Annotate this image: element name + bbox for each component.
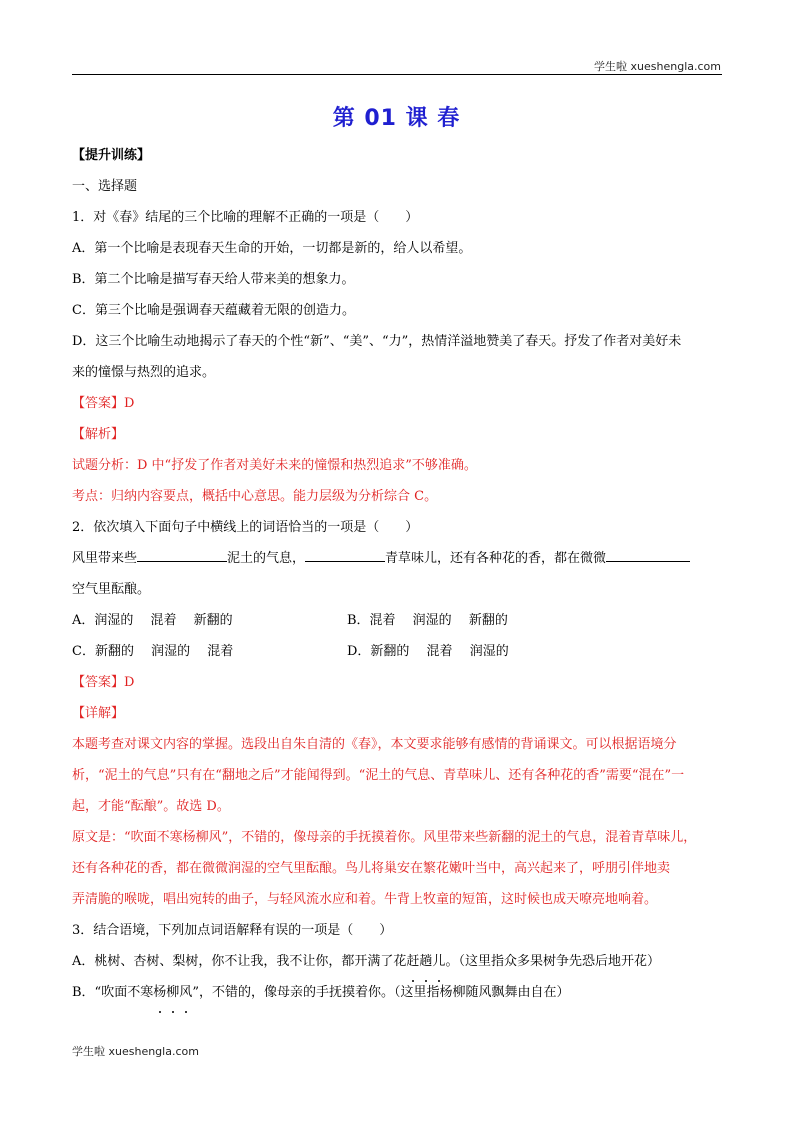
q2-options-row-1 (72, 605, 726, 636)
q1-option-d-line2: 来的憧憬与热烈的追求。 (72, 365, 216, 380)
q2-sentence-part-2: 泥土的气息， (227, 551, 306, 566)
q2-sentence-part-3: 青草味儿，还有各种花的香，都在微微 (385, 551, 607, 566)
q2-sentence-end: 空气里酝酿。 (72, 582, 151, 597)
document-body (72, 140, 726, 1008)
q2-option-d: D．新翻的 混着 润湿的 (347, 644, 509, 659)
q1-option-c: C．第三个比喻是强调春天蕴藏着无限的创造力。 (72, 303, 355, 318)
q2-original-3: 弄清脆的喉咙，唱出宛转的曲子，与轻风流水应和着。牛背上牧童的短笛，这时候也成天嘹亮地响着。 (72, 892, 658, 907)
q3-option-b-note: ”，不错的，像母亲的手抚摸着你。（这里指杨柳随风飘舞由自在） (192, 985, 570, 1000)
fill-blank-2 (305, 547, 385, 562)
q2-options-row-2 (72, 636, 726, 667)
fill-blank-3 (606, 547, 690, 562)
header-divider (72, 74, 722, 75)
dotted-char: 不 (127, 985, 141, 1000)
q3-option-a-text: A．桃树、杏树、梨树，你不让我，我不让你，都开满了花 (72, 954, 407, 969)
q2-answer: 【答案】D (72, 675, 135, 690)
q1-analysis-1: 试题分析：D 中“抒发了作者对美好未来的憧憬和热烈追求”不够准确。 (72, 458, 477, 473)
dotted-char: 趟 (419, 946, 432, 977)
q3-stem: 3．结合语境，下列加点词语解释有误的一项是（ ） (72, 923, 393, 938)
q2-detail-label: 【详解】 (72, 706, 125, 721)
page-title: 第 01 课 春 (332, 106, 461, 131)
dotted-char: 儿 (432, 946, 445, 977)
q2-detail-2: 析，“泥土的气息”只有在“翻地之后”才能闻得到。“泥土的气息、青草味儿、还有各种花的香”需要“混在”一 (72, 768, 685, 783)
q2-stem: 2．依次填入下面句子中横线上的词语恰当的一项是（ ） (72, 520, 419, 535)
q3-option-b-text: B．“ (72, 985, 102, 1000)
q1-option-b: B．第二个比喻是描写春天给人带来美的想象力。 (72, 272, 355, 287)
q2-original-2: 还有各种花的香，都在微微润湿的空气里酝酿。鸟儿将巢安在繁花嫩叶当中，高兴起来了，呼朋引伴地卖 (72, 861, 671, 876)
fill-blank-1 (137, 547, 227, 562)
dotted-char: 杨 (153, 977, 166, 1008)
dotted-char: 风 (179, 977, 192, 1008)
q2-original-1: 原文是：“吹面不寒杨柳风”，不错的，像母亲的手抚摸着你。风里带来些新翻的泥土的气息，混着青草味儿， (72, 830, 697, 845)
part-heading: 一、选择题 (72, 179, 138, 194)
footer-site-name: 学生啦 xueshengla.com (72, 1045, 199, 1058)
q1-analysis-label: 【解析】 (72, 427, 125, 442)
header-site-name: 学生啦 xueshengla.com (594, 60, 721, 73)
q2-option-c: C．新翻的 润湿的 混着 (72, 644, 234, 659)
dotted-char: 寒 (140, 985, 154, 1000)
q1-answer: 【答案】D (72, 396, 135, 411)
q1-stem: 1．对《春》结尾的三个比喻的理解不正确的一项是（ ） (72, 210, 419, 225)
dotted-char: 柳 (166, 977, 179, 1008)
q2-detail-3: 起，才能“酝酿”。故选 D。 (72, 799, 230, 814)
q3-option-a-note: 。（这里指众多果树争先恐后地开花） (445, 954, 660, 969)
q3-option-a (72, 946, 726, 977)
q2-option-a: A．润湿的 混着 新翻的 (72, 613, 233, 628)
dotted-char: 面 (114, 985, 128, 1000)
section-label: 【提升训练】 (72, 148, 151, 163)
q2-option-b: B．混着 润湿的 新翻的 (347, 613, 508, 628)
q2-sentence-part-1: 风里带来些 (72, 551, 138, 566)
dotted-char: 赶 (406, 946, 419, 977)
q2-sentence (72, 543, 726, 574)
q1-option-a: A．第一个比喻是表现春天生命的开始，一切都是新的，给人以希望。 (72, 241, 472, 256)
q1-option-d-line1: D．这三个比喻生动地揭示了春天的个性“新”、“美”、“力”，热情洋溢地赞美了春天。抒发了作者对美好未 (72, 334, 682, 349)
q3-option-b (72, 977, 726, 1008)
q2-detail-1: 本题考查对课文内容的掌握。选段出自朱自清的《春》，本文要求能够有感情的背诵课文。可以根据语境分 (72, 737, 677, 752)
q1-analysis-2: 考点：归纳内容要点，概括中心意思。能力层级为分析综合 C。 (72, 489, 438, 504)
dotted-char: 吹 (101, 985, 115, 1000)
